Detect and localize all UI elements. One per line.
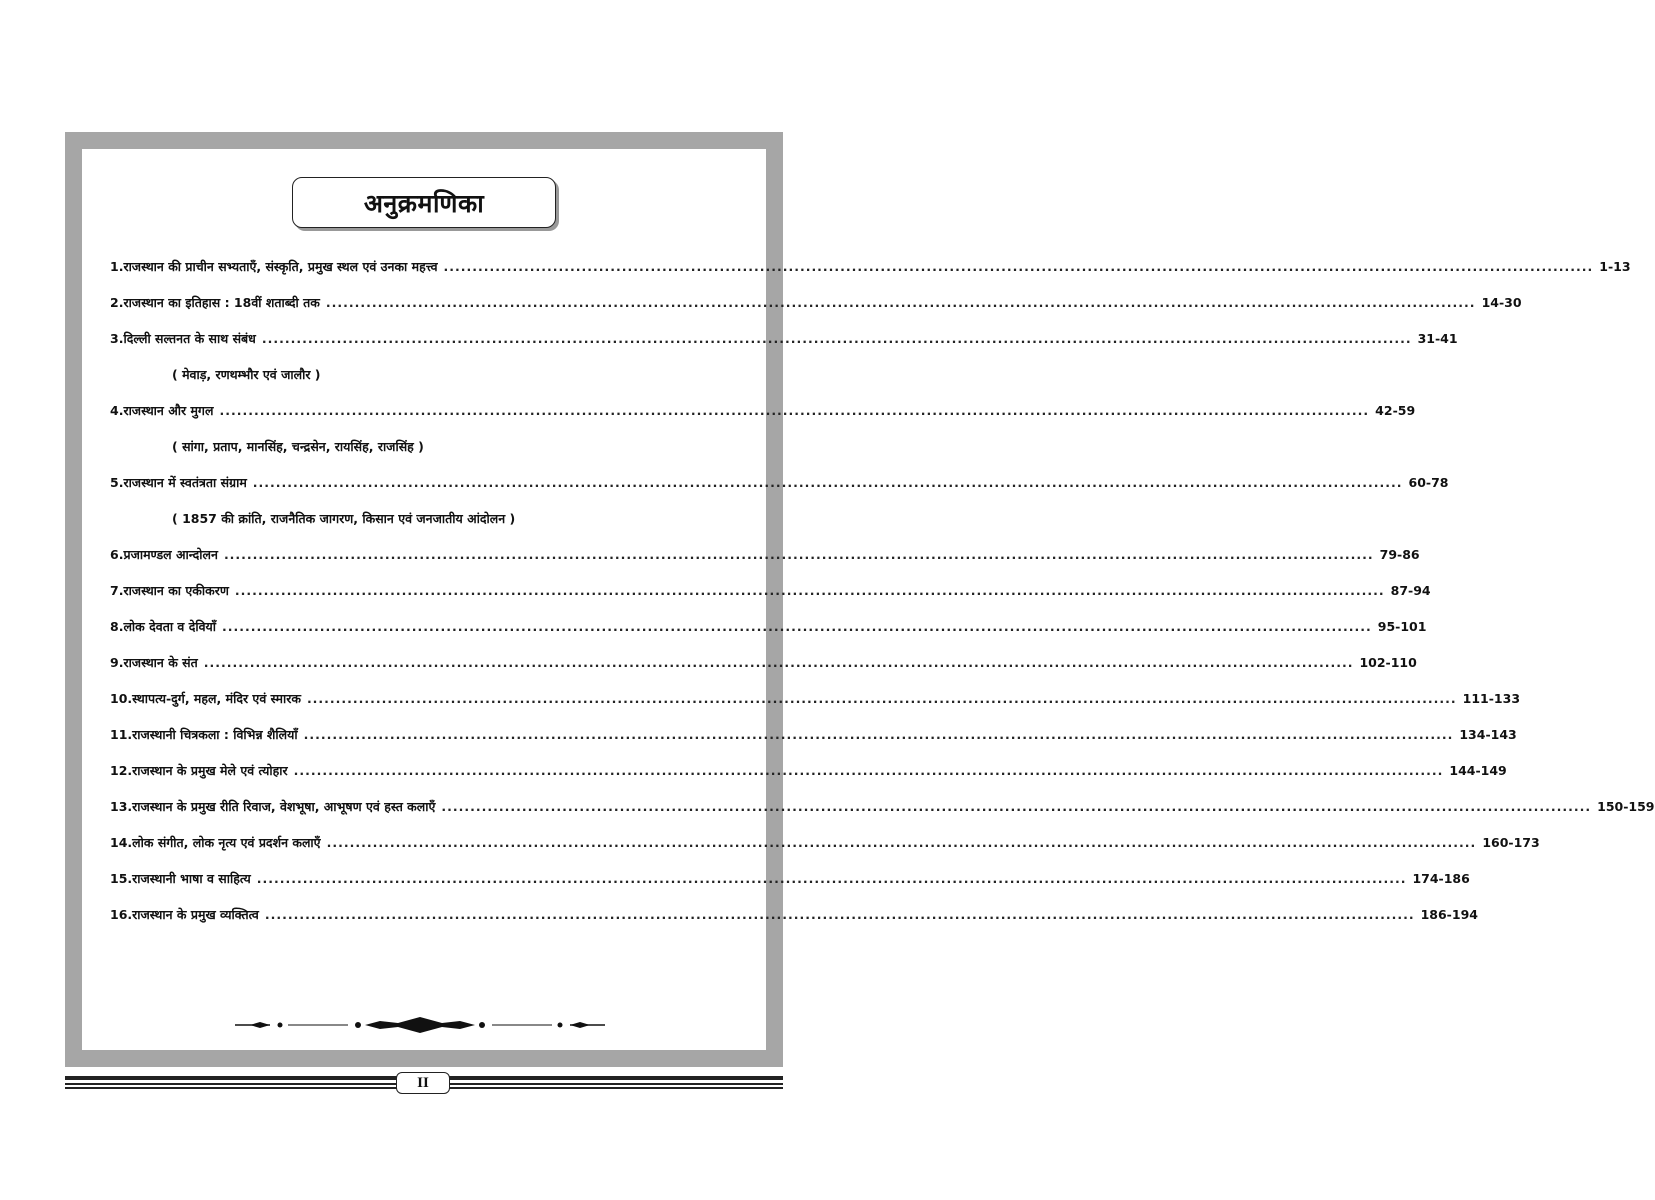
toc-entry-title: राजस्थानी चित्रकला : विभिन्न शैलियाँ — [132, 727, 298, 742]
toc-entry-title: राजस्थान की प्राचीन सभ्यताएँ, संस्कृति, प्रमुख स्थल एवं उनका महत्त्व — [123, 259, 438, 274]
toc-entry — [110, 870, 1470, 894]
toc-entry — [110, 582, 1431, 606]
toc-entry-title: राजस्थान के संत — [123, 655, 198, 670]
toc-entry — [110, 402, 1416, 426]
toc-entry-pages: 102-110 — [1359, 655, 1417, 670]
toc-entry-number: 15. — [110, 871, 133, 886]
dot-leader: ........................................................................................................................................................................................................ — [325, 295, 1476, 310]
toc-entry-number: 3. — [110, 331, 124, 346]
toc-entry-title: राजस्थान में स्वतंत्रता संग्राम — [123, 475, 247, 490]
toc-entry-number: 2. — [110, 295, 124, 310]
toc-entry-title: राजस्थान और मुगल — [123, 403, 214, 418]
toc-entry — [110, 690, 1521, 714]
toc-entry — [110, 654, 1417, 678]
toc-entry — [110, 762, 1507, 786]
toc-entry — [110, 258, 1631, 282]
toc-entry-title: राजस्थान के प्रमुख रीति रिवाज, वेशभूषा, आभूषण एवं हस्त कलाएँ — [132, 799, 436, 814]
toc-entry-number: 16. — [110, 907, 133, 922]
toc-entry-title: दिल्ली सल्तनत के साथ संबंध — [123, 331, 256, 346]
toc-entry-pages: 87-94 — [1390, 583, 1431, 598]
toc-entry-title: प्रजामण्डल आन्दोलन — [123, 547, 218, 562]
toc-entry-number: 8. — [110, 619, 124, 634]
dot-leader: ........................................................................................................................................................................................................ — [261, 331, 1412, 346]
divider-ornament-icon — [230, 1010, 610, 1040]
dot-leader: ........................................................................................................................................................................................................ — [443, 259, 1594, 274]
toc-entry-pages: 174-186 — [1412, 871, 1470, 886]
toc-entry — [110, 618, 1427, 642]
toc-entry-pages: 95-101 — [1377, 619, 1427, 634]
toc-entry-pages: 150-159 — [1597, 799, 1655, 814]
toc-entry-number: 13. — [110, 799, 133, 814]
toc-entry-pages: 31-41 — [1417, 331, 1458, 346]
toc-entry — [110, 726, 1517, 750]
toc-entry-pages: 14-30 — [1481, 295, 1522, 310]
toc-entry-number: 12. — [110, 763, 133, 778]
toc-entry-title: राजस्थान के प्रमुख मेले एवं त्योहार — [132, 763, 288, 778]
toc-entry-pages: 144-149 — [1449, 763, 1507, 778]
toc-entry — [110, 294, 1522, 318]
toc-entry-title: राजस्थानी भाषा व साहित्य — [132, 871, 251, 886]
page-number-box — [396, 1072, 450, 1094]
toc-entry — [110, 546, 1420, 570]
toc-entry-subtitle: ( सांगा, प्रताप, मानसिंह, चन्द्रसेन, रायसिंह, राजसिंह ) — [172, 439, 424, 454]
toc-entry — [110, 906, 1478, 930]
dot-leader: ........................................................................................................................................................................................................ — [264, 907, 1415, 922]
toc-entry — [110, 474, 1449, 498]
toc-entry-pages: 42-59 — [1375, 403, 1416, 418]
dot-leader: ........................................................................................................................................................................................................ — [219, 403, 1370, 418]
dot-leader: ........................................................................................................................................................................................................ — [326, 835, 1477, 850]
toc-entry-subtitle: ( मेवाड़, रणथम्भौर एवं जालौर ) — [172, 367, 321, 382]
toc-entry-number: 4. — [110, 403, 124, 418]
dot-leader: ........................................................................................................................................................................................................ — [203, 655, 1354, 670]
toc-entry-subtitle: ( 1857 की क्रांति, राजनैतिक जागरण, किसान एवं जनजातीय आंदोलन ) — [172, 511, 516, 526]
toc-entry-pages: 134-143 — [1459, 727, 1517, 742]
toc-entry-title: स्थापत्य-दुर्ग, महल, मंदिर एवं स्मारक — [132, 691, 301, 706]
dot-leader: ........................................................................................................................................................................................................ — [441, 799, 1592, 814]
toc-entry-number: 9. — [110, 655, 124, 670]
toc-entry-pages: 160-173 — [1482, 835, 1540, 850]
toc-entry-title: लोक देवता व देवियाँ — [123, 619, 217, 634]
dot-leader: ........................................................................................................................................................................................................ — [234, 583, 1385, 598]
dot-leader: ........................................................................................................................................................................................................ — [256, 871, 1407, 886]
title-box — [292, 177, 556, 228]
dot-leader: ........................................................................................................................................................................................................ — [293, 763, 1444, 778]
toc-entry — [110, 330, 1458, 354]
dot-leader: ........................................................................................................................................................................................................ — [306, 691, 1457, 706]
dot-leader: ........................................................................................................................................................................................................ — [222, 619, 1372, 634]
toc-entry — [110, 834, 1540, 858]
toc-entry-pages: 79-86 — [1379, 547, 1420, 562]
toc-entry-number: 10. — [110, 691, 133, 706]
dot-leader: ........................................................................................................................................................................................................ — [252, 475, 1403, 490]
toc-entry-title: राजस्थान का इतिहास : 18वीं शताब्दी तक — [123, 295, 320, 310]
toc-entry-pages: 186-194 — [1420, 907, 1478, 922]
toc-entry-number: 1. — [110, 259, 124, 274]
toc-entry-number: 7. — [110, 583, 124, 598]
dot-leader: ........................................................................................................................................................................................................ — [303, 727, 1454, 742]
toc-entry-number: 11. — [110, 727, 133, 742]
toc-entry-title: राजस्थान का एकीकरण — [123, 583, 229, 598]
toc-entry-pages: 60-78 — [1408, 475, 1449, 490]
toc-entry-title: राजस्थान के प्रमुख व्यक्तित्व — [132, 907, 259, 922]
toc-entry-number: 6. — [110, 547, 124, 562]
page-number: II — [417, 1074, 429, 1091]
toc-entry-pages: 1-13 — [1599, 259, 1631, 274]
toc-entry-number: 5. — [110, 475, 124, 490]
toc-entry — [110, 798, 1655, 822]
toc-entry-number: 14. — [110, 835, 133, 850]
dot-leader: ........................................................................................................................................................................................................ — [223, 547, 1374, 562]
page-title: अनुक्रमणिका — [363, 188, 485, 218]
toc-entry-pages: 111-133 — [1462, 691, 1521, 706]
toc-entry-title: लोक संगीत, लोक नृत्य एवं प्रदर्शन कलाएँ — [132, 835, 321, 850]
